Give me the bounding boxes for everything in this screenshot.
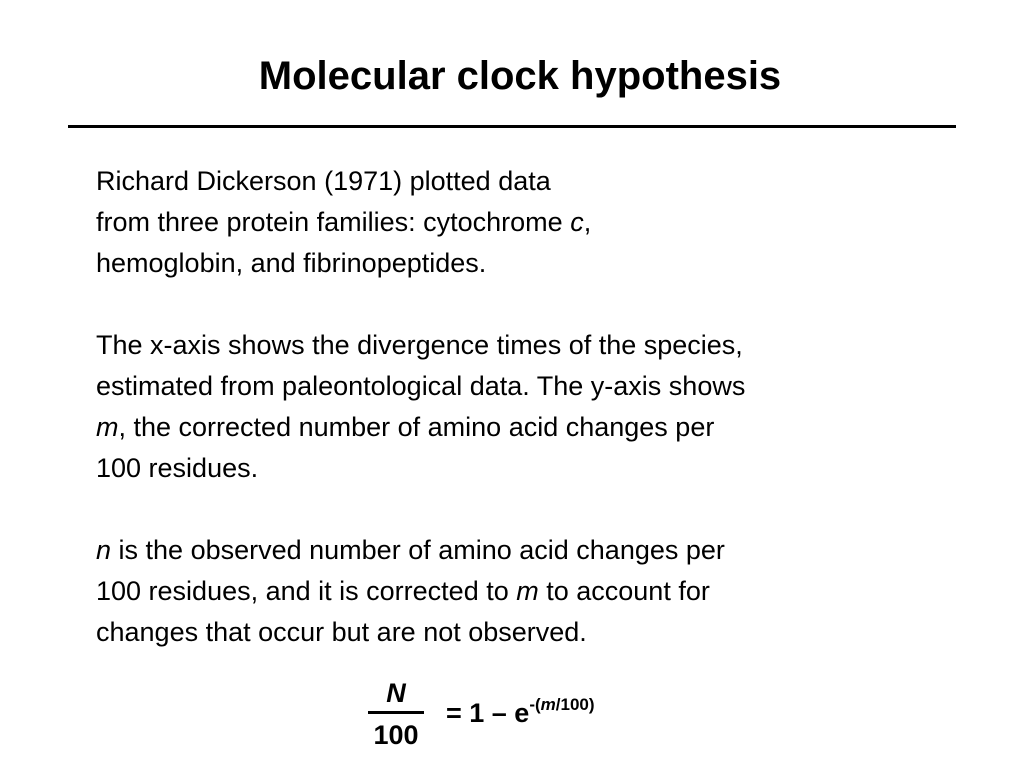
italic-variable: c [570, 207, 584, 237]
exponent-variable: m [540, 695, 556, 714]
paragraph-line [96, 202, 936, 243]
formula-exponent [529, 695, 594, 714]
text-span: , [583, 207, 592, 237]
slide-title: Molecular clock hypothesis [258, 54, 782, 98]
text-span: from three protein families: cytochrome [96, 207, 571, 237]
paragraph-line [96, 407, 936, 448]
text-span: is the observed number of amino acid changes per [111, 535, 725, 565]
formula-rhs [446, 696, 595, 734]
paragraph-line [96, 530, 936, 571]
text-span: , the corrected number of amino acid changes per [118, 412, 715, 442]
paragraph-axes [96, 325, 936, 489]
exponent-prefix: -( [529, 695, 541, 714]
formula-rhs-text: = 1 – e [446, 698, 530, 728]
paragraph-line: hemoglobin, and fibrinopeptides. [96, 248, 487, 278]
text-span: 100 residues, and it is corrected to [96, 576, 517, 606]
formula-fraction [366, 676, 426, 752]
paragraph-line: The x-axis shows the divergence times of the species, [96, 330, 743, 360]
title-divider [68, 125, 956, 128]
paragraph-correction [96, 530, 936, 653]
italic-variable: n [96, 535, 112, 565]
paragraph-line: 100 residues. [96, 453, 259, 483]
paragraph-line: Richard Dickerson (1971) plotted data [96, 166, 551, 196]
paragraph-dickerson [96, 161, 936, 284]
fraction-bar [368, 711, 424, 714]
fraction-denominator: 100 [373, 720, 419, 750]
text-span: to account for [538, 576, 710, 606]
paragraph-line [96, 571, 936, 612]
paragraph-line: estimated from paleontological data. The y-axis shows [96, 371, 746, 401]
paragraph-line: changes that occur but are not observed. [96, 617, 587, 647]
italic-variable: m [516, 576, 539, 606]
exponent-suffix: /100) [555, 695, 595, 714]
italic-variable: m [96, 412, 119, 442]
fraction-numerator: N [386, 678, 406, 708]
